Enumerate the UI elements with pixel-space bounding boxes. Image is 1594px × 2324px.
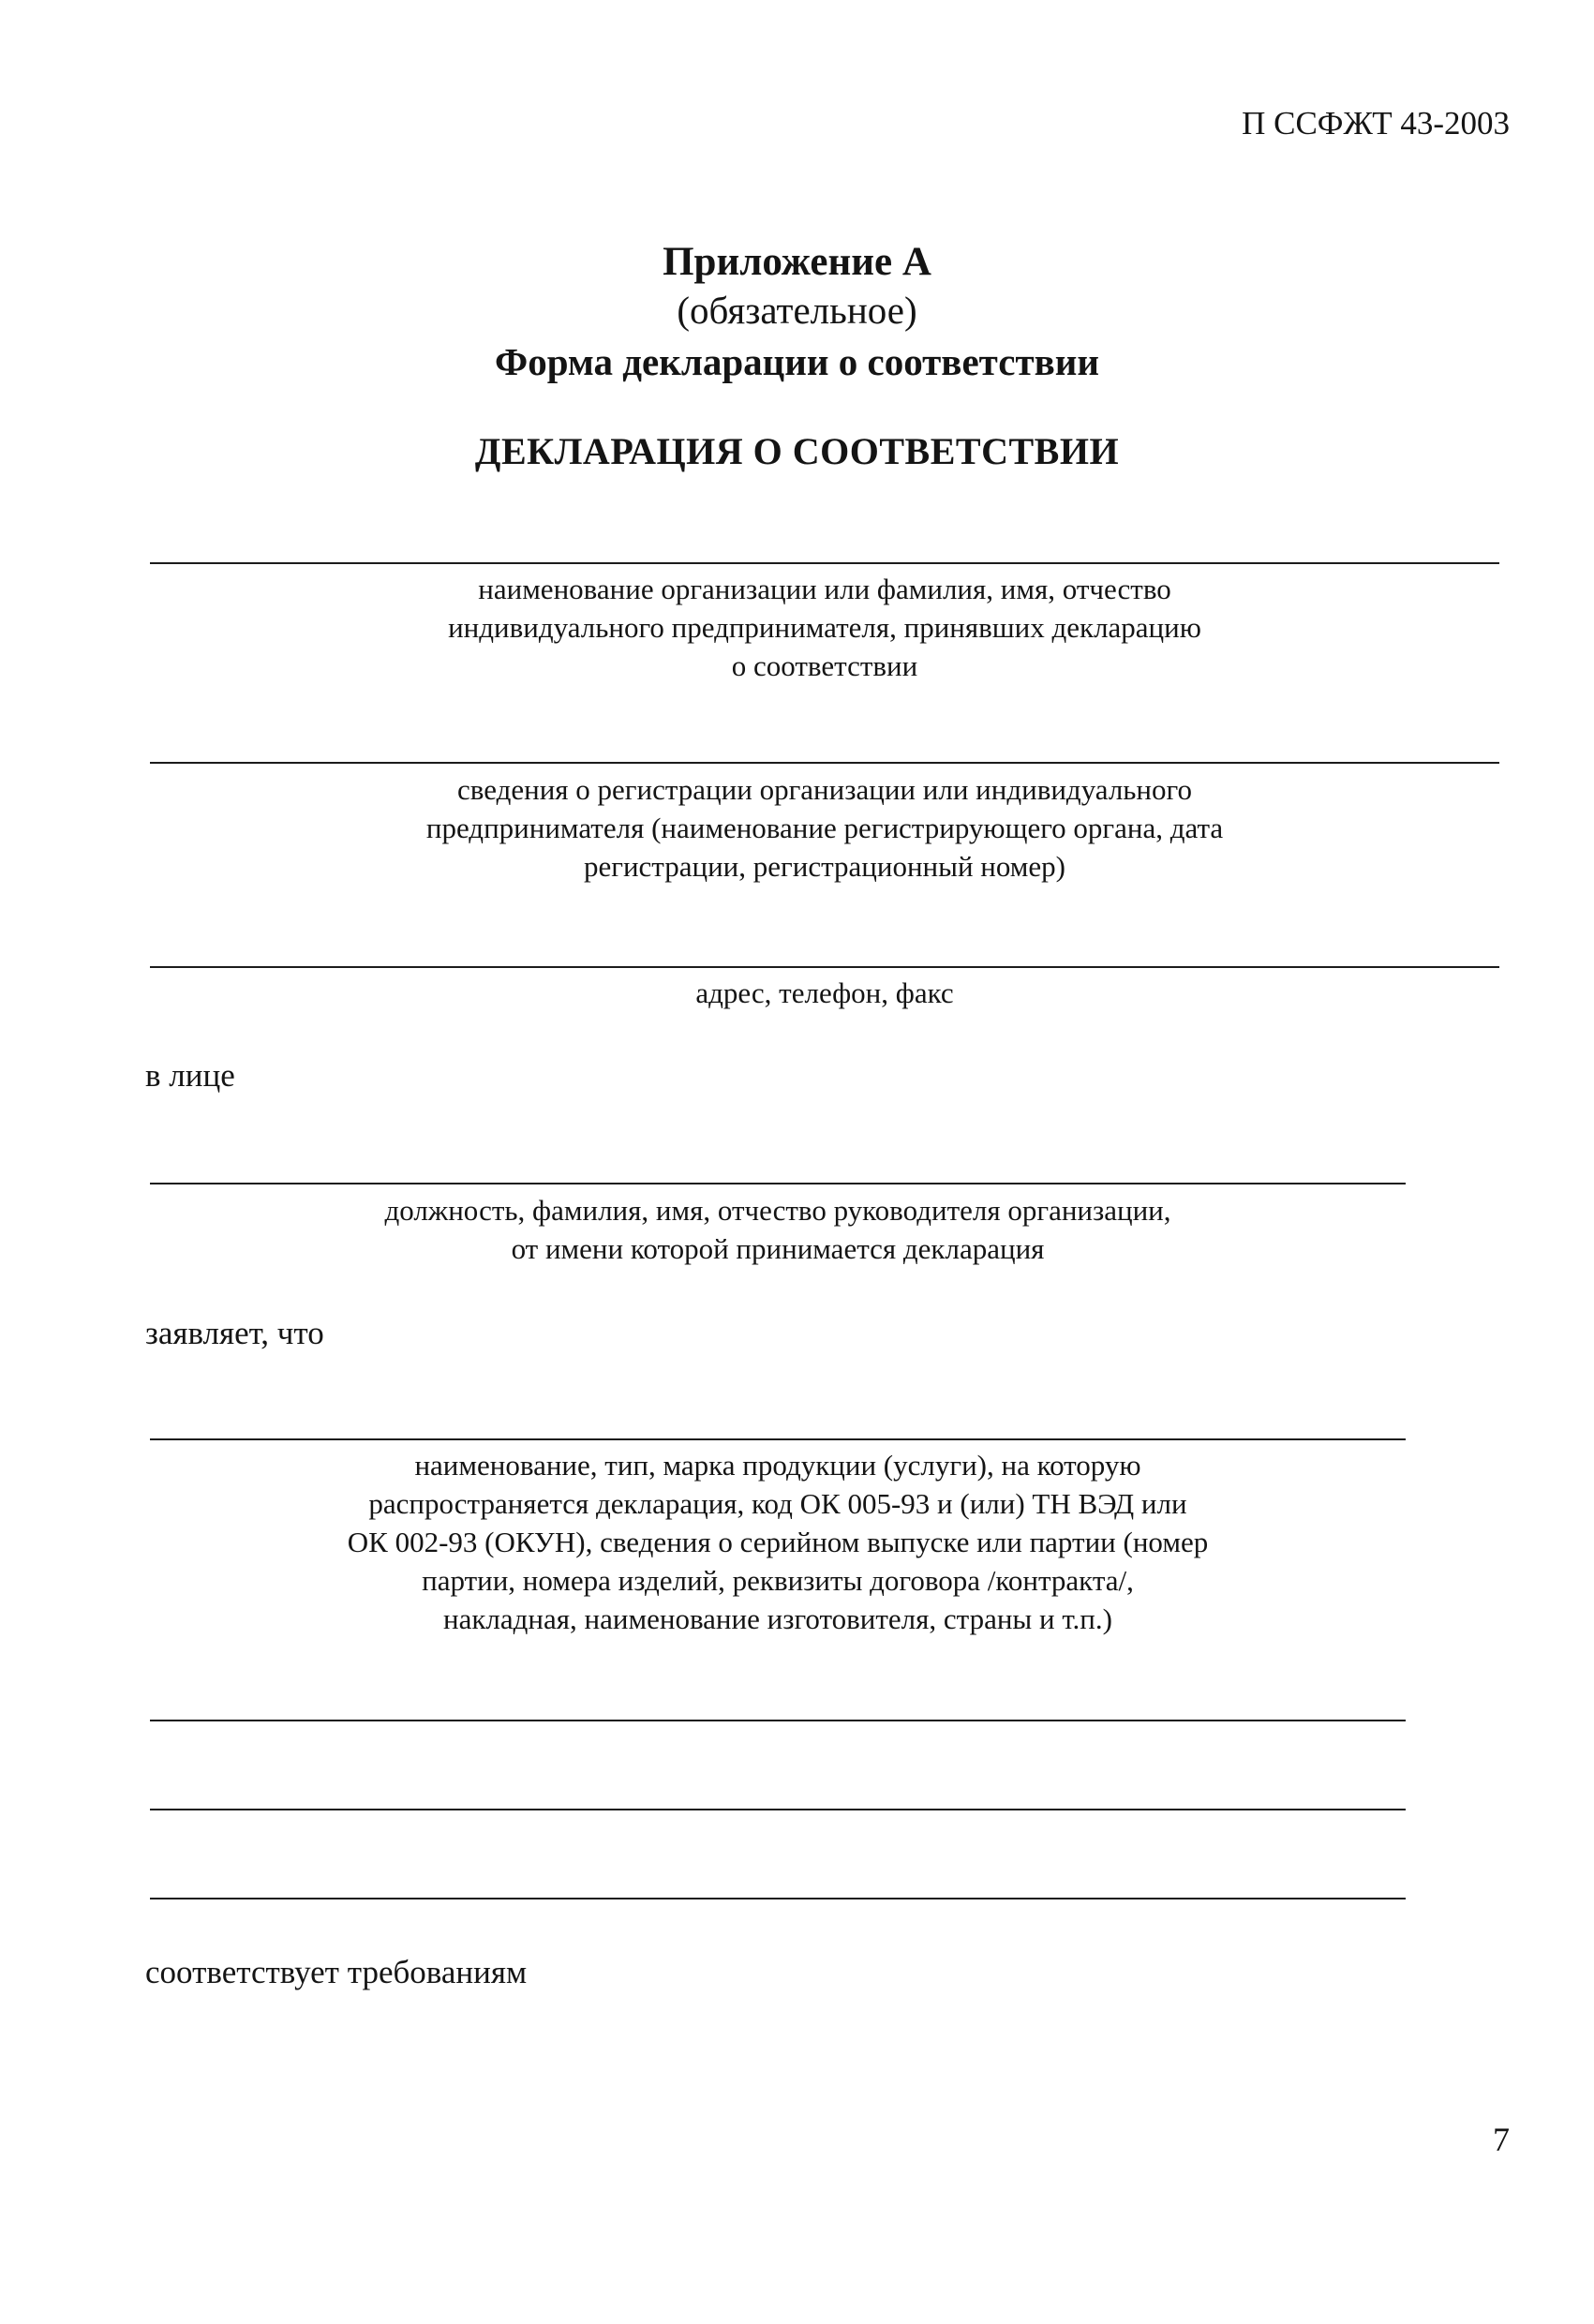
head-field-line[interactable] (150, 1183, 1406, 1184)
caption-line: наименование организации или фамилия, имя, отчество (478, 573, 1171, 605)
represented-by-label: в лице (145, 1057, 235, 1094)
caption-line: индивидуального предпринимателя, принявших декларацию (448, 611, 1201, 644)
address-caption (150, 974, 1499, 1012)
caption-line: о соответствии (731, 649, 918, 682)
org-name-caption (150, 570, 1499, 685)
extra-field-line[interactable] (150, 1720, 1406, 1721)
extra-field-line[interactable] (150, 1898, 1406, 1899)
declaration-heading: ДЕКЛАРАЦИЯ О СООТВЕТСТВИИ (474, 430, 1120, 472)
caption-line: наименование, тип, марка продукции (услуги), на которую (414, 1449, 1141, 1482)
head-caption (150, 1191, 1406, 1268)
address-field-line[interactable] (150, 966, 1499, 968)
caption-line: ОК 002-93 (ОКУН), сведения о серийном выпуске или партии (номер (347, 1526, 1209, 1558)
declares-label: заявляет, что (145, 1315, 324, 1351)
product-caption (150, 1446, 1406, 1638)
registration-caption (150, 770, 1499, 886)
caption-line: распространяется декларация, код ОК 005-93 и (или) ТН ВЭД или (368, 1487, 1187, 1520)
complies-label: соответствует требованиям (145, 1954, 528, 1990)
caption-line: партии, номера изделий, реквизиты договора /контракта/, (422, 1564, 1134, 1597)
caption-line: должность, фамилия, имя, отчество руководителя организации, (384, 1194, 1171, 1227)
registration-field-line[interactable] (150, 762, 1499, 764)
org-name-field-line[interactable] (150, 562, 1499, 564)
appendix-title: Приложение А (663, 240, 931, 284)
mandatory-label: (обязательное) (677, 289, 917, 332)
page-number: 7 (1493, 2121, 1510, 2158)
form-title: Форма декларации о соответствии (494, 340, 1100, 383)
caption-line: от имени которой принимается декларация (511, 1232, 1045, 1265)
document-code: П ССФЖТ 43-2003 (1242, 105, 1510, 142)
caption-line: регистрации, регистрационный номер) (583, 850, 1065, 883)
extra-field-line[interactable] (150, 1809, 1406, 1810)
caption-line: предпринимателя (наименование регистрирующего органа, дата (425, 812, 1224, 844)
caption-line: адрес, телефон, факс (695, 976, 954, 1009)
product-field-line[interactable] (150, 1438, 1406, 1440)
caption-line: накладная, наименование изготовителя, страны и т.п.) (443, 1602, 1112, 1635)
caption-line: сведения о регистрации организации или индивидуального (457, 773, 1192, 806)
